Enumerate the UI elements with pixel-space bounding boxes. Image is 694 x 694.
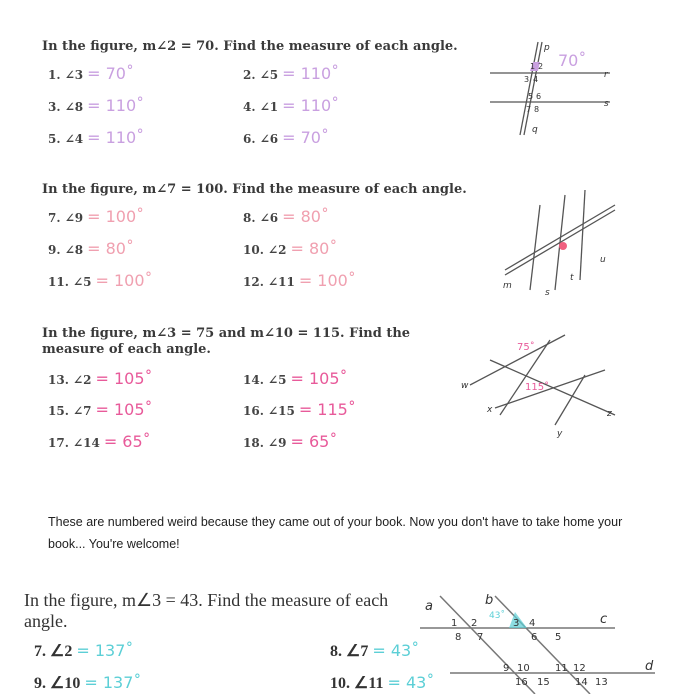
handwritten-answer: = 70˚ — [87, 64, 134, 83]
svg-text:75˚: 75˚ — [517, 342, 535, 353]
svg-text:4: 4 — [533, 75, 539, 84]
exercise-label: 4. ∠1 — [243, 100, 279, 114]
exercise-label: 14. ∠5 — [243, 373, 287, 387]
svg-text:14: 14 — [575, 677, 588, 688]
exercise-label: 15. ∠7 — [48, 404, 92, 418]
exercise-item — [48, 96, 144, 115]
handwritten-answer: = 105˚ — [95, 369, 153, 388]
exercise-label: 9. ∠8 — [48, 243, 84, 257]
exercise-item — [243, 432, 337, 451]
section-1-title: In the figure, m∠2 = 70. Find the measure of each angle. — [42, 39, 458, 54]
svg-text:1: 1 — [451, 618, 458, 629]
handwritten-answer: = 105˚ — [95, 400, 153, 419]
handwritten-answer: = 110˚ — [87, 128, 145, 147]
exercise-item — [48, 432, 151, 451]
exercise-item — [243, 96, 339, 115]
exercise-label: 8. ∠6 — [243, 211, 279, 225]
handwritten-answer: = 100˚ — [87, 207, 145, 226]
handwritten-answer: = 137˚ — [84, 673, 142, 692]
figure-parallel-lines-2 — [495, 180, 625, 300]
exercise-item — [34, 641, 133, 661]
exercise-label: 7. ∠2 — [34, 643, 73, 660]
exercise-label: 5. ∠4 — [48, 132, 84, 146]
exercise-item — [48, 207, 144, 226]
svg-text:9: 9 — [503, 663, 510, 674]
handwritten-answer: = 100˚ — [95, 271, 153, 290]
handwritten-answer: = 110˚ — [87, 96, 145, 115]
svg-text:3: 3 — [513, 618, 520, 629]
exercise-label: 10. ∠11 — [330, 675, 384, 692]
exercise-item — [48, 271, 153, 290]
exercise-item — [243, 400, 356, 419]
svg-text:13: 13 — [595, 677, 608, 688]
exercise-label: 3. ∠8 — [48, 100, 84, 114]
exercise-label: 16. ∠15 — [243, 404, 295, 418]
svg-text:1: 1 — [530, 62, 536, 71]
svg-text:7: 7 — [477, 632, 484, 643]
svg-text:m: m — [503, 281, 512, 291]
svg-text:s: s — [604, 99, 609, 109]
handwritten-answer: = 70˚ — [282, 128, 329, 147]
handwritten-answer: = 65˚ — [103, 432, 151, 451]
svg-text:6: 6 — [536, 92, 542, 101]
svg-text:u: u — [600, 255, 606, 265]
handwritten-answer: = 43˚ — [387, 673, 435, 692]
handwritten-answer: = 80˚ — [290, 239, 338, 258]
exercise-label: 7. ∠9 — [48, 211, 84, 225]
svg-text:d: d — [645, 659, 654, 674]
svg-text:c: c — [600, 612, 608, 627]
exercise-label: 10. ∠2 — [243, 243, 287, 257]
exercise-label: 12. ∠11 — [243, 275, 295, 289]
exercise-label: 13. ∠2 — [48, 373, 92, 387]
svg-text:6: 6 — [531, 632, 538, 643]
svg-text:p: p — [544, 43, 550, 53]
handwritten-answer: = 65˚ — [290, 432, 338, 451]
exercise-label: 1. ∠3 — [48, 68, 84, 82]
handwritten-answer: = 115˚ — [298, 400, 356, 419]
exercise-item — [48, 64, 134, 83]
svg-text:11: 11 — [555, 663, 568, 674]
exercise-item — [48, 400, 153, 419]
svg-text:2: 2 — [471, 618, 478, 629]
figure-parallel-lines-book — [415, 588, 694, 694]
svg-text:q: q — [532, 125, 538, 135]
exercise-item — [330, 673, 434, 693]
book-section-title: In the figure, m∠3 = 43. Find the measure of each angle. — [24, 590, 389, 631]
exercise-item — [330, 641, 419, 661]
exercise-label: 6. ∠6 — [243, 132, 279, 146]
exercise-label: 18. ∠9 — [243, 436, 287, 450]
handwritten-answer: = 80˚ — [87, 239, 134, 258]
exercise-item — [243, 239, 337, 258]
svg-text:8: 8 — [455, 632, 462, 643]
note-text: These are numbered weird because they came out of your book. Now you don't have to take home your book... You're welcome! — [48, 515, 623, 551]
exercise-label: 2. ∠5 — [243, 68, 279, 82]
svg-text:10: 10 — [517, 663, 530, 674]
section-2-title: In the figure, m∠7 = 100. Find the measure of each angle. — [42, 182, 467, 197]
svg-text:y: y — [557, 429, 563, 439]
svg-text:3: 3 — [524, 75, 530, 84]
exercise-label: 9. ∠10 — [34, 675, 81, 692]
exercise-item — [48, 128, 144, 147]
exercise-item — [243, 207, 329, 226]
handwritten-answer: = 80˚ — [282, 207, 329, 226]
handwritten-answer: = 137˚ — [76, 641, 134, 660]
svg-text:70˚: 70˚ — [558, 51, 587, 70]
svg-text:a: a — [425, 599, 433, 614]
svg-text:12: 12 — [573, 663, 586, 674]
svg-text:4: 4 — [529, 618, 536, 629]
svg-text:43˚: 43˚ — [489, 611, 505, 621]
exercise-item — [48, 239, 134, 258]
svg-text:w: w — [461, 381, 469, 391]
svg-text:r: r — [604, 70, 608, 80]
svg-text:t: t — [570, 273, 574, 283]
svg-text:b: b — [485, 593, 494, 608]
exercise-item — [243, 64, 339, 83]
figure-parallel-lines-1 — [480, 40, 620, 140]
svg-text:5: 5 — [555, 632, 562, 643]
svg-text:16: 16 — [515, 677, 528, 688]
exercise-item — [34, 673, 141, 693]
svg-text:7: 7 — [526, 105, 532, 114]
exercise-label: 17. ∠14 — [48, 436, 100, 450]
exercise-label: 11. ∠5 — [48, 275, 92, 289]
section-3-title: In the figure, m∠3 = 75 and m∠10 = 115. Find the measure of each angle. — [42, 326, 411, 357]
figure-parallel-lines-3 — [455, 330, 625, 445]
handwritten-answer: = 43˚ — [372, 641, 420, 660]
exercise-item — [243, 271, 356, 290]
handwritten-answer: = 110˚ — [282, 96, 340, 115]
handwritten-answer: = 110˚ — [282, 64, 340, 83]
svg-text:x: x — [487, 405, 493, 415]
handwritten-answer: = 100˚ — [298, 271, 356, 290]
svg-text:15: 15 — [537, 677, 550, 688]
svg-text:5: 5 — [528, 92, 534, 101]
svg-text:s: s — [545, 288, 550, 298]
svg-text:115˚: 115˚ — [525, 382, 550, 393]
exercise-item — [243, 369, 348, 388]
svg-text:8: 8 — [534, 105, 540, 114]
svg-text:2: 2 — [538, 62, 544, 71]
exercise-label: 8. ∠7 — [330, 643, 369, 660]
svg-text:z: z — [607, 409, 612, 419]
exercise-item — [48, 369, 153, 388]
handwritten-answer: = 105˚ — [290, 369, 348, 388]
exercise-item — [243, 128, 329, 147]
